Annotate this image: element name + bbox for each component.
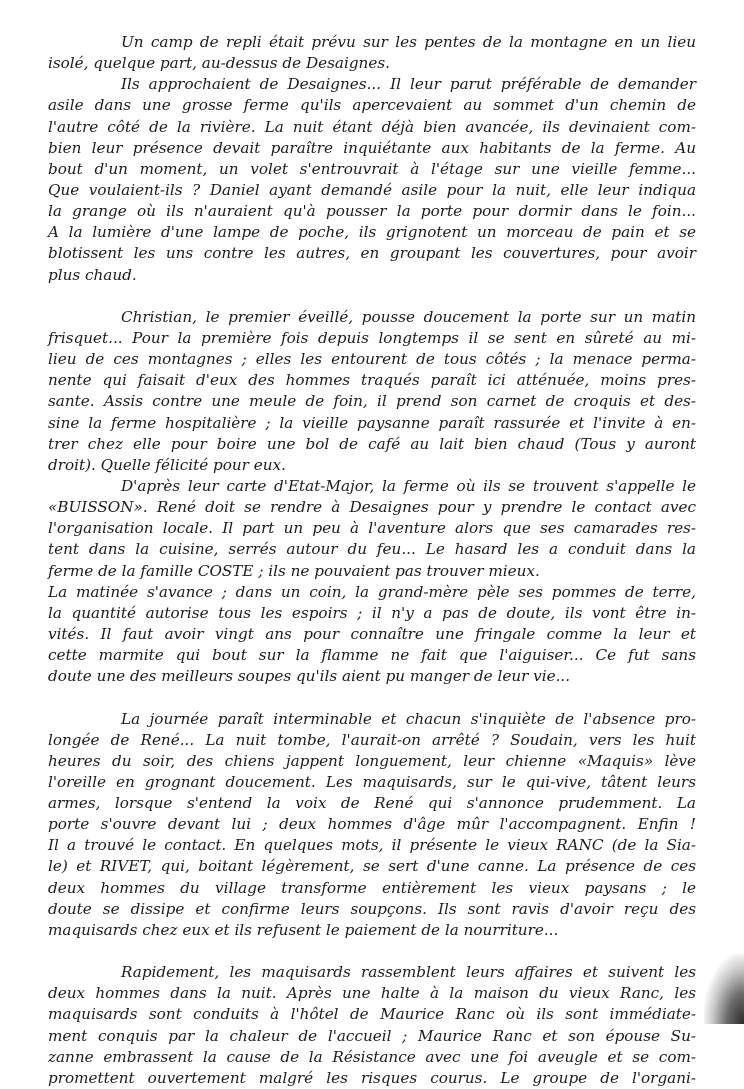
text-line: Il a trouvé le contact. En quelques mots, il présente le vieux RANC (de la Sia- bbox=[48, 836, 696, 855]
text-line: cette marmite qui bout sur la flamme ne fait que l'aiguiser... Ce fut sans bbox=[48, 646, 696, 665]
paragraph-gap bbox=[48, 286, 696, 307]
text-line: nente qui faisait d'eux des hommes traqués paraît ici atténuée, moins pres- bbox=[48, 371, 696, 390]
text-line: Rapidement, les maquisards rassemblent leurs affaires et suivent les bbox=[121, 963, 696, 982]
text-line: le) et RIVET, qui, boitant légèrement, se sert d'une canne. La présence de ces bbox=[48, 857, 696, 876]
text-line: Un camp de repli était prévu sur les pentes de la montagne en un lieu bbox=[121, 33, 696, 51]
paragraph-gap bbox=[48, 687, 696, 708]
text-line: La journée paraît interminable et chacun s'inquiète de l'absence pro- bbox=[121, 709, 696, 728]
text-line: tent dans la cuisine, serrés autour du feu... Le hasard les a conduit dans la bbox=[48, 540, 696, 559]
text-line: maquisards chez eux et ils refusent le paiement de la nourriture... bbox=[48, 920, 559, 939]
text-line: heures du soir, des chiens jappent longuement, leur chienne «Maquis» lève bbox=[48, 751, 696, 770]
text-line: l'organisation locale. Il part un peu à l'aventure alors que ses camarades res- bbox=[48, 519, 696, 538]
text-line: doute une des meilleurs soupes qu'ils aient pu manger de leur vie... bbox=[48, 667, 571, 686]
text-line: Que voulaient-ils ? Daniel ayant demandé asile pour la nuit, elle leur indiqua bbox=[48, 180, 696, 199]
text-line: frisquet... Pour la première fois depuis longtemps il se sent en sûreté au mi- bbox=[48, 328, 696, 347]
text-line: La matinée s'avance ; dans un coin, la grand-mère pèle ses pommes de terre, bbox=[48, 582, 696, 601]
text-line: A la lumière d'une lampe de poche, ils grignotent un morceau de pain et se bbox=[48, 223, 696, 242]
text-line: sine la ferme hospitalière ; la vieille paysanne paraît rassurée et l'invite à en- bbox=[48, 413, 696, 432]
scan-smudge bbox=[704, 954, 744, 1024]
text-line: sante. Assis contre une meule de foin, il prend son carnet de croquis et des- bbox=[48, 392, 696, 411]
text-line: deux hommes dans la nuit. Après une halte à la maison du vieux Ranc, les bbox=[48, 984, 696, 1003]
text-line: promettent ouvertement malgré les risques courus. Le groupe de l'organi- bbox=[48, 1068, 696, 1087]
text-line: l'oreille en grognant doucement. Les maquisards, sur le qui-vive, tâtent leurs bbox=[48, 772, 696, 791]
text-line: droit). Quelle félicité pour eux. bbox=[48, 455, 286, 474]
text-line: «BUISSON». René doit se rendre à Desaignes pour y prendre le contact avec bbox=[48, 498, 696, 517]
text-line: isolé, quelque part, au-dessus de Desaignes. bbox=[48, 54, 390, 73]
text-line: asile dans une grosse ferme qu'ils apercevaient au sommet d'un chemin de bbox=[48, 96, 696, 115]
text-line: bout d'un moment, un volet s'entrouvrait à l'étage sur une vieille femme... bbox=[48, 159, 696, 178]
document-text bbox=[48, 32, 696, 1089]
text-line: vités. Il faut avoir vingt ans pour connaître une fringale comme la leur et bbox=[48, 624, 696, 643]
text-line: Ils approchaient de Desaignes... Il leur parut préférable de demander bbox=[121, 75, 696, 94]
text-line: l'autre côté de la rivière. La nuit étant déjà bien avancée, ils devinaient com- bbox=[48, 117, 696, 136]
text-line: plus chaud. bbox=[48, 265, 137, 284]
text-line: doute se dissipe et confirme leurs soupçons. Ils sont ravis d'avoir reçu des bbox=[48, 899, 696, 918]
text-line: porte s'ouvre devant lui ; deux hommes d'âge mûr l'accompagnent. Enfin ! bbox=[48, 815, 696, 834]
text-line: armes, lorsque s'entend la voix de René qui s'annonce prudemment. La bbox=[48, 794, 696, 813]
text-line: lieu de ces montagnes ; elles les entourent de tous côtés ; la menace perma- bbox=[48, 350, 696, 369]
text-line: D'après leur carte d'Etat-Major, la ferme où ils se trouvent s'appelle le bbox=[121, 476, 696, 495]
text-line: ferme de la famille COSTE ; ils ne pouvaient pas trouver mieux. bbox=[48, 561, 540, 580]
text-line: blotissent les uns contre les autres, en groupant les couvertures, pour avoir bbox=[48, 244, 696, 263]
text-line: longée de René... La nuit tombe, l'aurait-on arrêté ? Soudain, vers les huit bbox=[48, 730, 696, 749]
paragraph-gap bbox=[48, 941, 696, 962]
text-line: zanne embrassent la cause de la Résistance avec une foi aveugle et se com- bbox=[48, 1047, 696, 1066]
text-line: ment conquis par la chaleur de l'accueil ; Maurice Ranc et son épouse Su- bbox=[48, 1026, 696, 1045]
text-line: Christian, le premier éveillé, pousse doucement la porte sur un matin bbox=[121, 307, 696, 326]
text-line: maquisards sont conduits à l'hôtel de Maurice Ranc où ils sont immédiate- bbox=[48, 1005, 696, 1024]
text-line: la quantité autorise tous les espoirs ; il n'y a pas de doute, ils vont être in- bbox=[48, 603, 696, 622]
text-line: trer chez elle pour boire une bol de café au lait bien chaud (Tous y auront bbox=[48, 434, 696, 453]
text-line: bien leur présence devait paraître inquiétante aux habitants de la ferme. Au bbox=[48, 138, 696, 157]
text-line: deux hommes du village transforme entièrement les vieux paysans ; le bbox=[48, 878, 696, 897]
text-line: la grange où ils n'auraient qu'à pousser la porte pour dormir dans le foin... bbox=[48, 202, 696, 221]
